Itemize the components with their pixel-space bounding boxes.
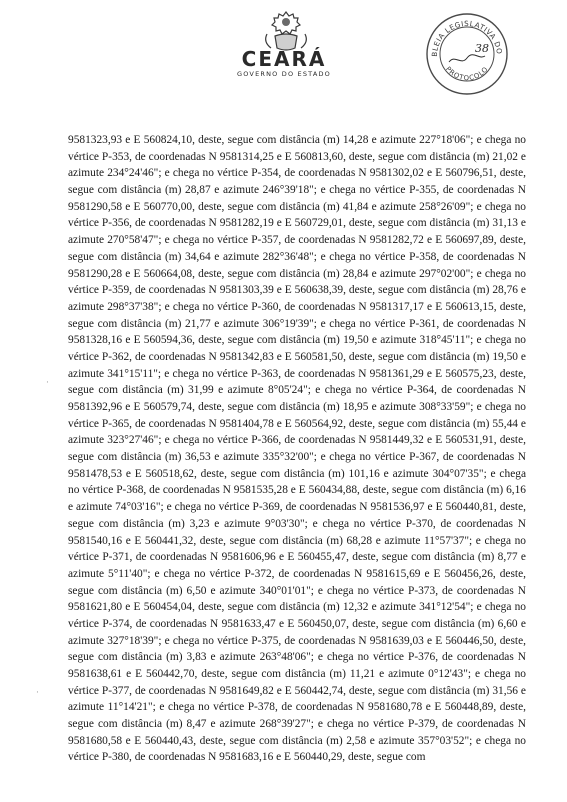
document-header bbox=[0, 0, 567, 120]
margin-mark: · bbox=[36, 688, 39, 698]
brand-subtitle: GOVERNO DO ESTADO bbox=[236, 70, 331, 78]
protocol-seal-icon bbox=[423, 10, 511, 98]
seal-bottom-text: PROTOCOLO bbox=[444, 65, 491, 83]
seal-page-number: 38 bbox=[475, 42, 489, 55]
brand-name: CEARÁ bbox=[241, 47, 327, 71]
margin-mark: · bbox=[46, 378, 49, 388]
seal-top-text: BLEIA LEGISLATIVA DO bbox=[429, 18, 505, 58]
brand-block bbox=[220, 48, 348, 79]
document-body bbox=[68, 132, 526, 788]
body-paragraph: 9581323,93 e E 560824,10, deste, segue com distância (m) 14,28 e azimute 227°18'06"; e chega no vértice P-353, de coordenadas N 9581314,25 e E 560813,60, deste, segue com distância (m) 21,02 e azimute 234°24'46"; e chega no vértice P-354, de coordenadas N 9581302,02 e E 560796,51, deste, segue com distância (m) 28,87 e azimute 246°39'18"; e chega no vértice P-355, de coordenadas N 9581290,58 e E 560770,00, deste, segue com distância (m) 41,84 e azimute 258°26'09"; e chega no vértice P-356, de coordenadas N 9581282,19 e E 560729,01, deste, segue com distância (m) 31,13 e azimute 270°58'47"; e chega no vértice P-357, de coordenadas N 9581282,72 e E 560697,89, deste, segue com distância (m) 34,64 e azimute 282°36'48"; e chega no vértice P-358, de coordenadas N 9581290,28 e E 560664,08, deste, segue com distância (m) 28,84 e azimute 297°02'00"; e chega no vértice P-359, de coordenadas N 9581303,39 e E 560638,39, deste, segue com distância (m) 28,76 e azimute 298°37'38"; e chega no vértice P-360, de coordenadas N 9581317,17 e E 560613,15, deste, segue com distância (m) 21,77 e azimute 306°19'39"; e chega no vértice P-361, de coordenadas N 9581328,16 e E 560594,36, deste, segue com distância (m) 19,50 e azimute 318°45'11"; e chega no vértice P-362, de coordenadas N 9581342,83 e E 560581,50, deste, segue com distância (m) 19,50 e azimute 341°15'11"; e chega no vértice P-363, de coordenadas N 9581361,29 e E 560575,23, deste, segue com distância (m) 31,99 e azimute 8°05'24"; e chega no vértice P-364, de coordenadas N 9581392,96 e E 560579,74, deste, segue com distância (m) 18,95 e azimute 308°33'59"; e chega no vértice P-365, de coordenadas N 9581404,78 e E 560564,92, deste, segue com distância (m) 55,44 e azimute 323°27'46"; e chega no vértice P-366, de coordenadas N 9581449,32 e E 560531,91, deste, segue com distância (m) 36,53 e azimute 335°32'00"; e chega no vértice P-367, de coordenadas N 9581478,53 e E 560518,62, deste, segue com distância (m) 101,16 e azimute 304°07'35"; e chega no vértice P-368, de coordenadas N 9581535,28 e E 560434,88, deste, segue com distância (m) 6,16 e azimute 74°03'16"; e chega no vértice P-369, de coordenadas N 9581536,97 e E 560440,81, deste, segue com distância (m) 3,23 e azimute 9°03'30"; e chega no vértice P-370, de coordenadas N 9581540,16 e E 560441,32, deste, segue com distância (m) 68,28 e azimute 11°57'37"; e chega no vértice P-371, de coordenadas N 9581606,96 e E 560455,47, deste, segue com distância (m) 8,77 e azimute 5°11'40"; e chega no vértice P-372, de coordenadas N 9581615,69 e E 560456,26, deste, segue com distância (m) 6,50 e azimute 340°01'01"; e chega no vértice P-373, de coordenadas N 9581621,80 e E 560454,04, deste, segue com distância (m) 12,32 e azimute 341°12'54"; e chega no vértice P-374, de coordenadas N 9581633,47 e E 560450,07, deste, segue com distância (m) 6,60 e azimute 327°18'39"; e chega no vértice P-375, de coordenadas N 9581639,03 e E 560446,50, deste, segue com distância (m) 3,83 e azimute 263°48'06"; e chega no vértice P-376, de coordenadas N 9581638,61 e E 560442,70, deste, segue com distância (m) 11,21 e azimute 0°12'43"; e chega no vértice P-377, de coordenadas N 9581649,82 e E 560442,74, deste, segue com distância (m) 31,56 e azimute 11°14'21"; e chega no vértice P-378, de coordenadas N 9581680,78 e E 560448,89, deste, segue com distância (m) 8,47 e azimute 268°39'27"; e chega no vértice P-379, de coordenadas N 9581680,58 e E 560440,43, deste, segue com distância (m) 2,58 e azimute 357°03'52"; e chega no vértice P-380, de coordenadas N 9581683,16 e E 560440,29, deste, segue com bbox=[68, 134, 526, 764]
svg-text:PROTOCOLO bbox=[444, 65, 490, 82]
signature-scribble bbox=[449, 55, 485, 62]
svg-text:ASSEMBLEIA LEGISLATIVA DO CEAR bbox=[423, 10, 504, 57]
